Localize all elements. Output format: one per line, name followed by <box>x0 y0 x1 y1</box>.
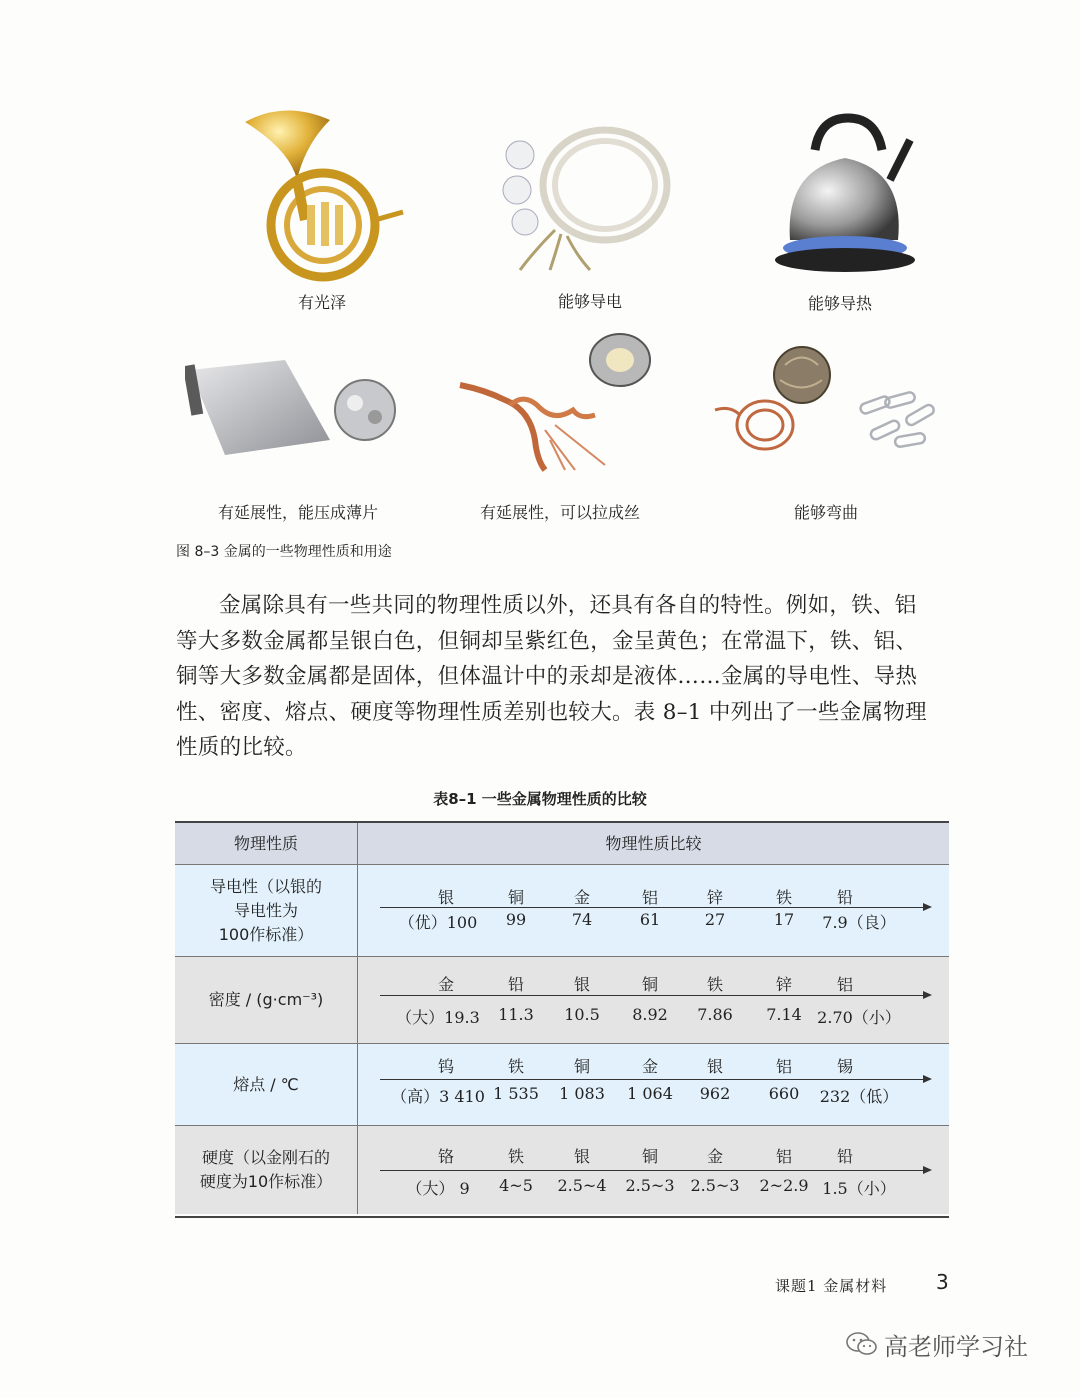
comparison-table <box>175 821 949 1218</box>
metal-value: （优）100 <box>398 913 478 932</box>
metal-value: 74 <box>571 910 593 929</box>
caption-bendable: 能够弯曲 <box>793 503 858 522</box>
metal-value: 2.5~3 <box>690 1176 740 1195</box>
table-title: 表8–1 一些金属物理性质的比较 <box>433 790 647 808</box>
metal-name: 铅 <box>836 1147 854 1166</box>
metal-name: 铅 <box>836 888 854 907</box>
order-arrow <box>380 1170 932 1172</box>
metal-name: 铁 <box>775 888 793 907</box>
metal-name: 锌 <box>775 975 793 994</box>
metal-value: 2.5~3 <box>625 1176 675 1195</box>
metal-value: 1.5（小） <box>822 1179 896 1198</box>
table-header <box>175 823 949 865</box>
order-arrow <box>380 907 932 909</box>
french-horn-image <box>235 100 410 285</box>
table-row-density <box>175 957 949 1044</box>
watermark-text: 高老师学习社 <box>884 1333 1028 1361</box>
row-label-line: 硬度（以金刚石的 <box>201 1148 330 1167</box>
metal-name: 铝 <box>641 888 659 907</box>
metal-name: 铁 <box>507 1057 525 1076</box>
metal-name: 铬 <box>437 1147 455 1166</box>
metal-name: 铜 <box>641 975 659 994</box>
caption-luster: 有光泽 <box>297 293 346 312</box>
metal-value: 1 064 <box>627 1084 673 1103</box>
metal-name: 铅 <box>507 975 525 994</box>
metal-value: （高）3 410 <box>391 1087 485 1106</box>
metal-value: 10.5 <box>564 1005 600 1024</box>
metal-name: 锡 <box>836 1057 854 1076</box>
bulbs-and-wire-image <box>495 110 675 280</box>
metal-value: 232（低） <box>819 1087 899 1106</box>
row-label-line: 密度 / (g·cm⁻³) <box>208 990 324 1009</box>
row-label-line: 硬度为10作标准） <box>199 1172 333 1191</box>
metal-name: 金 <box>573 888 591 907</box>
figure-caption: 图 8–3 金属的一些物理性质和用途 <box>176 544 392 560</box>
kettle-image <box>770 110 920 275</box>
row-label <box>175 1126 358 1214</box>
metal-value: 7.14 <box>766 1005 802 1024</box>
row-label <box>175 1044 358 1125</box>
row-data <box>358 1044 949 1125</box>
row-label-line: 导电性（以银的 <box>209 876 322 896</box>
metal-name: 钨 <box>437 1057 455 1076</box>
body-line-2: 等大多数金属都呈银白色，但铜却呈紫红色，金呈黄色；在常温下，铁、铝、 <box>176 628 918 654</box>
metal-name: 金 <box>641 1057 659 1076</box>
row-label-line: 100作标准） <box>218 924 314 944</box>
row-label <box>175 865 358 956</box>
metal-name: 银 <box>573 1147 591 1166</box>
metal-name: 铁 <box>706 975 724 994</box>
metal-name: 铜 <box>507 888 525 907</box>
caption-conduct-electricity: 能够导电 <box>557 292 622 311</box>
metal-value: （大） 9 <box>406 1179 470 1198</box>
order-arrow <box>380 1079 932 1081</box>
metal-value: 7.86 <box>697 1005 733 1024</box>
metal-name: 银 <box>706 1057 724 1076</box>
table-row-hardness <box>175 1126 949 1214</box>
metal-value: 1 083 <box>559 1084 605 1103</box>
caption-conduct-heat: 能够导热 <box>807 294 872 313</box>
metal-value: 61 <box>639 910 661 929</box>
metal-value: （大）19.3 <box>396 1008 480 1027</box>
metal-name: 金 <box>437 975 455 994</box>
header-comparison: 物理性质比较 <box>605 834 702 853</box>
foil-image <box>185 355 415 460</box>
body-line-4: 性、密度、熔点、硬度等物理性质差别也较大。表 8–1 中列出了一些金属物理 <box>176 699 927 725</box>
metal-value: 11.3 <box>498 1005 534 1024</box>
body-line-3: 铜等大多数金属都是固体，但体温计中的汞却是液体……金属的导电性、导热 <box>176 664 918 689</box>
metal-name: 铝 <box>775 1057 793 1076</box>
metal-name: 银 <box>437 888 455 907</box>
header-property: 物理性质 <box>175 823 358 864</box>
metal-name: 金 <box>706 1147 724 1166</box>
footer-chapter: 课题1 金属材料 <box>775 1277 888 1295</box>
row-label <box>175 957 358 1043</box>
metal-value: 99 <box>505 910 527 929</box>
metal-value: 27 <box>704 910 726 929</box>
metal-name: 锌 <box>706 888 724 907</box>
copper-wire-image <box>455 330 680 475</box>
metal-name: 铁 <box>507 1147 525 1166</box>
metal-value: 17 <box>773 910 795 929</box>
metal-name: 铝 <box>836 975 854 994</box>
order-arrow <box>380 995 932 997</box>
metal-value: 4~5 <box>499 1176 533 1195</box>
metal-name: 铜 <box>641 1147 659 1166</box>
row-data <box>358 957 949 1043</box>
bent-wire-image <box>710 340 955 460</box>
metal-value: 962 <box>699 1084 731 1103</box>
metal-value: 2~2.9 <box>759 1176 809 1195</box>
metal-value: 660 <box>768 1084 800 1103</box>
metal-name: 铝 <box>775 1147 793 1166</box>
metal-value: 2.5~4 <box>557 1176 607 1195</box>
body-line-1: 金属除具有一些共同的物理性质以外，还具有各自的特性。例如，铁、铝 <box>219 593 917 618</box>
page-number: 3 <box>936 1270 949 1294</box>
row-label-line: 导电性为 <box>233 900 298 920</box>
caption-malleable: 有延展性，能压成薄片 <box>217 503 378 522</box>
metal-value: 7.9（良） <box>822 913 896 932</box>
watermark <box>846 1327 1028 1362</box>
row-data <box>358 865 949 956</box>
body-paragraph <box>176 588 950 766</box>
table-row-melting-point <box>175 1044 949 1126</box>
row-label-line: 熔点 / ℃ <box>233 1074 299 1094</box>
body-line-5: 性质的比较。 <box>176 735 307 760</box>
metal-name: 银 <box>573 975 591 994</box>
metal-value: 1 535 <box>493 1084 539 1103</box>
metal-value: 8.92 <box>632 1005 668 1024</box>
metal-name: 铜 <box>573 1057 591 1076</box>
metal-value: 2.70（小） <box>817 1008 901 1027</box>
row-data <box>358 1126 949 1214</box>
caption-ductile: 有延展性，可以拉成丝 <box>479 503 640 522</box>
table-row-conductivity <box>175 865 949 957</box>
